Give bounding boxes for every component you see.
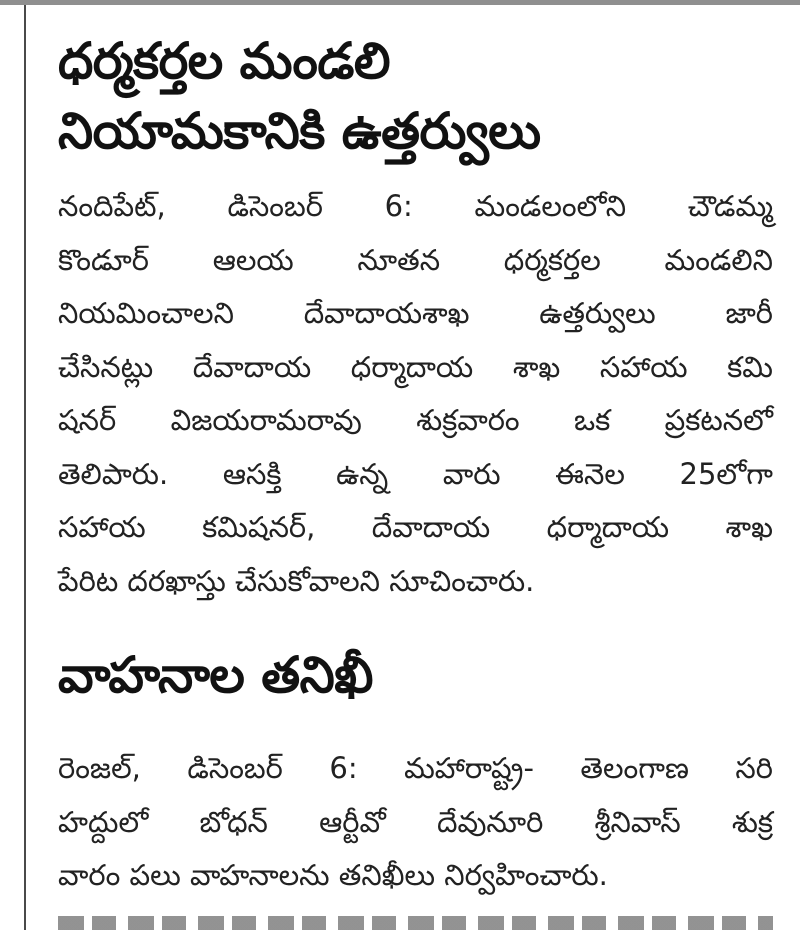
body-line: పేరిట దరఖాస్తు చేసుకోవాలని సూచించారు. [58, 563, 535, 598]
body-line: సహాయ కమిషనర్, దేవాదాయ ధర్మాదాయ శాఖ [58, 510, 773, 544]
article-trustee-board [58, 26, 773, 608]
cropped-text-ink [58, 916, 773, 930]
headline-line: వాహనాల తనిఖీ [58, 646, 373, 704]
article-body [58, 742, 773, 903]
column-divider-rule [24, 5, 26, 930]
article-vehicle-inspection [58, 640, 773, 903]
headline-line: ధర్మకర్తల మండలి [58, 32, 391, 90]
top-border-rule [0, 0, 800, 5]
headline-line: నియామకానికి ఉత్తర్వులు [58, 102, 541, 160]
body-line: వారం పలు వాహనాలను తనిఖీలు నిర్వహించారు. [58, 858, 608, 892]
article-headline [58, 26, 773, 166]
body-line: నందిపేట్, డిసెంబర్ 6: మండలంలోని చౌడమ్మ [58, 189, 773, 223]
body-line: షనర్ విజయరామరావు శుక్రవారం ఒక ప్రకటనలో [58, 403, 773, 437]
article-body [58, 180, 773, 608]
article-headline [58, 640, 773, 710]
body-line: హద్దులో బోధన్ ఆర్టీవో దేవునూరి శ్రీనివాస్ శుక్ర [58, 804, 773, 839]
body-line: నియమించాలని దేవాదాయశాఖ ఉత్తర్వులు జారీ [58, 296, 773, 330]
body-line: చేసినట్లు దేవాదాయ ధర్మాదాయ శాఖ సహాయ కమి [58, 349, 773, 384]
cropped-text-line [58, 912, 773, 930]
body-line: రెంజల్, డిసెంబర్ 6: మహారాష్ట్ర- తెలంగాణ సరి [58, 751, 773, 785]
body-line: తెలిపారు. ఆసక్తి ఉన్న వారు ఈనెల 25లోగా [58, 456, 773, 491]
body-line: కొండూర్ ఆలయ నూతన ధర్మకర్తల మండలిని [58, 242, 773, 277]
